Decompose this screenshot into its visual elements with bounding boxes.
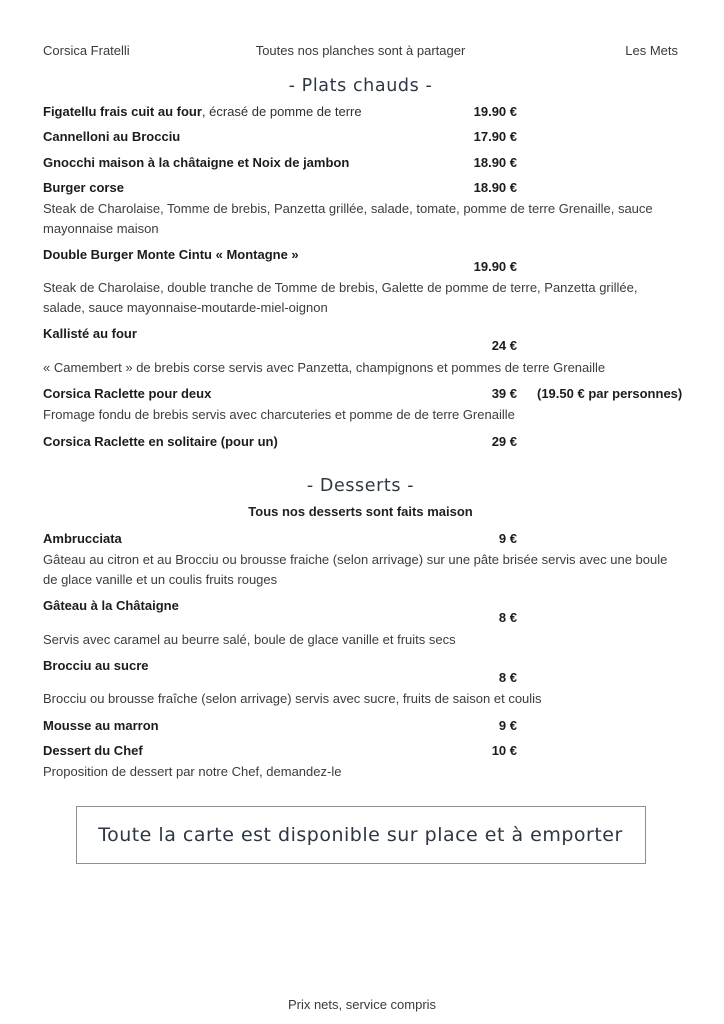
dish-description: Gâteau au citron et au Brocciu ou brousse fraiche (selon arrivage) sur une pâte brisée servis avec une boule de glace vanille et un coulis fruits rouges [43, 552, 668, 587]
dish-name: Ambrucciata [43, 531, 122, 546]
plats-items [43, 104, 683, 450]
menu-item [43, 531, 678, 589]
dish-description: Servis avec caramel au beurre salé, boule de glace vanille et fruits secs [43, 631, 456, 647]
restaurant-name: Corsica Fratelli [43, 43, 130, 58]
menu-item [43, 386, 683, 425]
menu-item [43, 718, 678, 734]
dish-price: 24 € [491, 338, 517, 354]
dish-description: Steak de Charolaise, double tranche de Tomme de brebis, Galette de pomme de terre, Panzetta grillée, salade, sauce mayonnaise-moutarde-miel-oignon [43, 280, 638, 315]
dish-price: 18.90 € [473, 179, 517, 195]
dish-name: Gâteau à la Châtaigne [43, 598, 179, 614]
availability-notice: Toute la carte est disponible sur place et à emporter [76, 806, 646, 864]
menu-item [43, 743, 678, 782]
menu-item [43, 434, 678, 450]
menu-item [43, 129, 678, 145]
menu-item [43, 104, 678, 120]
desserts-items [43, 531, 678, 782]
dish-price: 8 € [498, 670, 517, 685]
dish-description: Steak de Charolaise, Tomme de brebis, Panzetta grillée, salade, tomate, pomme de terre Grenaille, sauce mayonnaise maison [43, 201, 653, 236]
menu-name: Les Mets [625, 43, 678, 58]
dish-price: 8 € [498, 610, 517, 626]
dish-price: 9 € [498, 717, 517, 733]
menu-item [43, 247, 678, 317]
page-header [43, 43, 678, 58]
dish-name: Gnocchi maison à la châtaigne et Noix de jambon [43, 154, 350, 170]
section-plats-chauds [43, 76, 683, 450]
section-title-plats: - Plats chauds - [288, 76, 433, 96]
menu-item [43, 155, 678, 171]
dish-name: Cannelloni au Brocciu [43, 129, 181, 145]
dish-price: 19.90 € [473, 104, 517, 119]
dish-price: 10 € [491, 743, 517, 758]
section-desserts [43, 476, 678, 782]
dish-name: Figatellu frais cuit au four, écrasé de pomme de terre [43, 104, 362, 119]
header-note: Toutes nos planches sont à partager [255, 43, 466, 58]
dish-name: Corsica Raclette en solitaire (pour un) [43, 433, 278, 449]
dish-name: Corsica Raclette pour deux [43, 386, 212, 401]
dish-price: 18.90 € [473, 154, 517, 170]
footer-note: Prix nets, service compris [287, 997, 437, 1012]
dish-name: Dessert du Chef [43, 743, 143, 758]
dish-name: Mousse au marron [43, 717, 159, 733]
dish-description: Proposition de dessert par notre Chef, demandez-le [43, 764, 342, 780]
dish-description: « Camembert » de brebis corse servis avec Panzetta, champignons et pommes de terre Grenaille [43, 359, 606, 375]
dish-description: Fromage fondu de brebis servis avec charcuteries et pomme de de terre Grenaille [43, 407, 515, 423]
menu-item [43, 326, 678, 377]
dish-price: 17.90 € [473, 129, 517, 145]
section-title-desserts: - Desserts - [306, 476, 415, 496]
dish-name: Double Burger Monte Cintu « Montagne » [43, 247, 299, 262]
dish-description: Brocciu ou brousse fraîche (selon arrivage) servis avec sucre, fruits de saison et coulis [43, 691, 542, 707]
dish-price: 19.90 € [473, 259, 517, 274]
menu-item [43, 598, 678, 649]
menu-item [43, 658, 678, 709]
desserts-subtitle: Tous nos desserts sont faits maison [248, 504, 473, 519]
dish-price: 29 € [491, 433, 517, 449]
dish-name: Kallisté au four [43, 326, 137, 342]
dish-name-suffix: , écrasé de pomme de terre [201, 104, 362, 119]
dish-price: 9 € [498, 531, 517, 546]
dish-name: Brocciu au sucre [43, 658, 149, 673]
menu-item [43, 180, 678, 238]
dish-price: 39 € [491, 386, 517, 401]
dish-name: Burger corse [43, 179, 124, 195]
dish-price-note: (19.50 € par personnes) [537, 386, 683, 401]
